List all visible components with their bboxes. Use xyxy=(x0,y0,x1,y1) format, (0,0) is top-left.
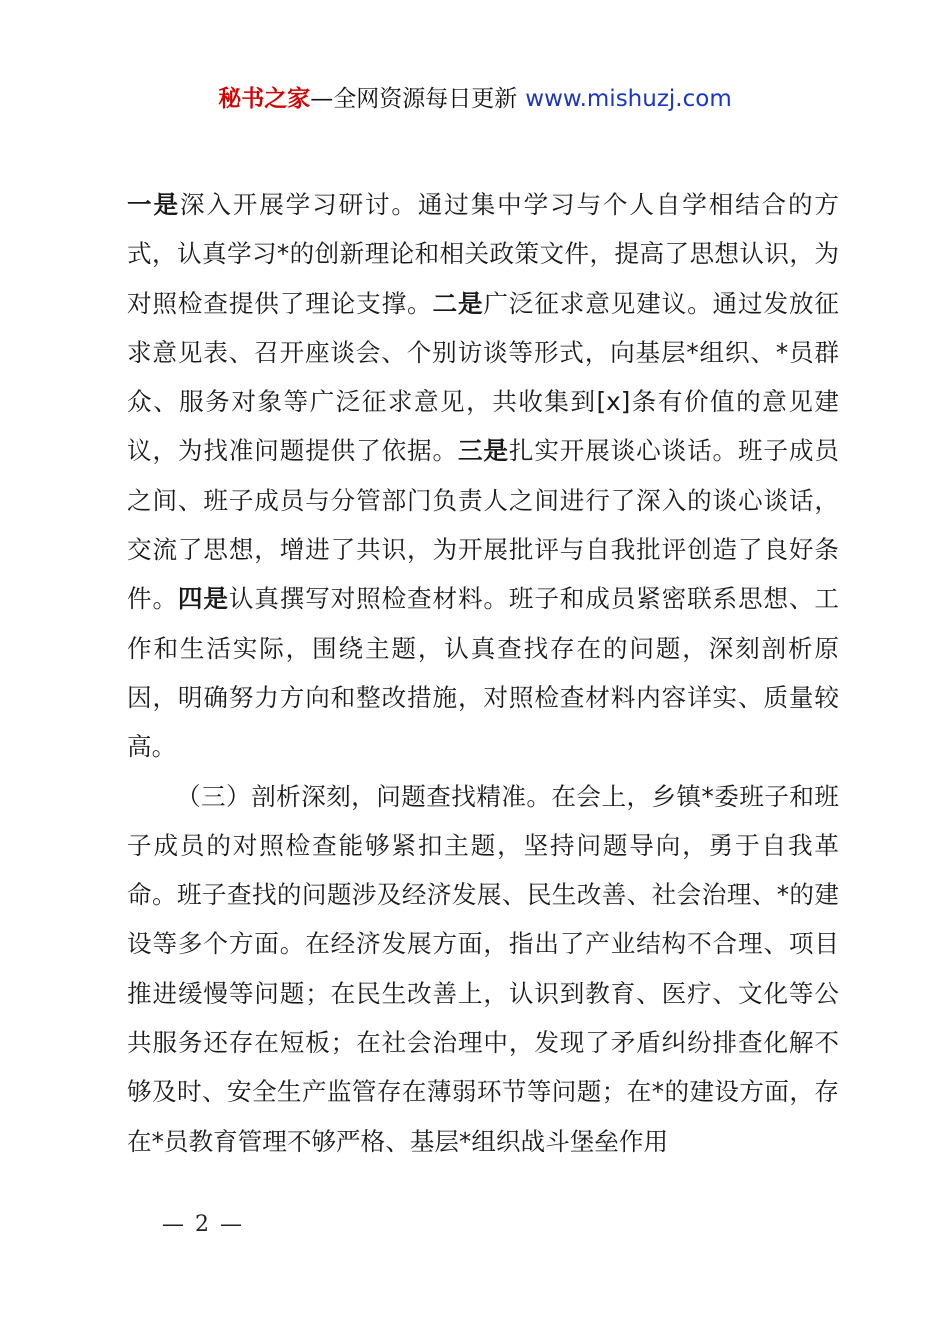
text-segment: 深入开展学习研讨。通过集中学习与个人自学相结合的方式，认真学习*的创新理论和相关政策文件，提高了思想认识，为对照检查提供了理论支撑。 xyxy=(127,190,839,318)
bold-lead-2: 二是 xyxy=(432,288,484,318)
text-segment: 扎实开展谈心谈话。班子成员之间、班子成员与分管部门负责人之间进行了深入的谈心谈话，交流了思想，增进了共识，为开展批评与自我批评创造了良好条件。 xyxy=(127,436,839,614)
text-segment: 广泛征求意见建议。通过发放征求意见表、召开座谈会、个别访谈等形式，向基层*组织、*员群众、服务对象等广泛征求意见，共收集到[x]条有价值的意见建议，为找准问题提供了依据。 xyxy=(127,288,839,466)
page-number: — 2 — xyxy=(162,1212,244,1237)
header-tagline: —全网资源每日更新 xyxy=(310,86,518,112)
bold-lead-4: 四是 xyxy=(177,584,229,614)
document-body xyxy=(127,180,839,1166)
text-segment: 认真撰写对照检查材料。班子和成员紧密联系思想、工作和生活实际，围绕主题，认真查找存在的问题，深刻剖析原因，明确努力方向和整改措施，对照检查材料内容详实、质量较高。 xyxy=(127,584,839,762)
paragraph-work-measures xyxy=(127,180,839,772)
bold-lead-1: 一是 xyxy=(127,190,180,219)
site-header xyxy=(0,80,950,113)
text-segment: （三）剖析深刻，问题查找精准。在会上，乡镇*委班子和班子成员的对照检查能够紧扣主题，坚持问题导向，勇于自我革命。班子查找的问题涉及经济发展、民生改善、社会治理、*的建设等多个方面。在经济发展方面，指出了产业结构不合理、项目推进缓慢等问题；在民生改善上，认识到教育、医疗、文化等公共服务还存在短板；在社会治理中，发现了矛盾纠纷排查化解不够及时、安全生产监管存在薄弱环节等问题；在*的建设方面，存在*员教育管理不够严格、基层*组织战斗堡垒作用 xyxy=(127,781,839,1156)
site-url[interactable]: www.mishuzj.com xyxy=(525,86,732,112)
bold-lead-3: 三是 xyxy=(457,436,509,466)
paragraph-section-three xyxy=(127,772,839,1166)
brand-name: 秘书之家 xyxy=(218,86,311,112)
